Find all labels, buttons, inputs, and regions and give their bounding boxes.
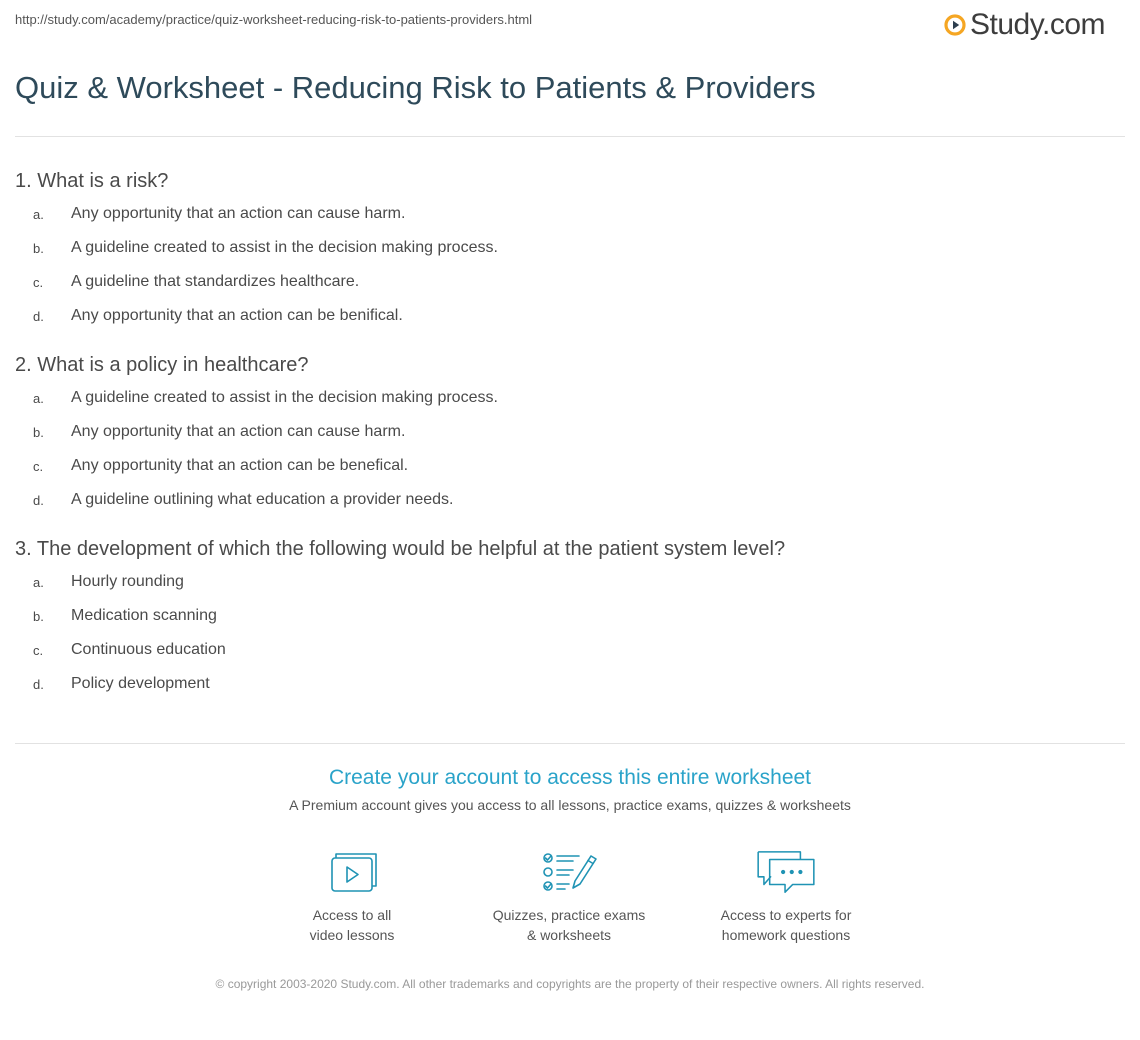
- question-text: 2. What is a policy in healthcare?: [15, 354, 309, 376]
- answer-letter: c.: [33, 274, 44, 290]
- video-lesson-icon: [324, 848, 380, 896]
- answer-option[interactable]: [15, 449, 1125, 483]
- answer-option[interactable]: [15, 381, 1125, 415]
- answer-option[interactable]: [15, 299, 1125, 333]
- answer-letter: d.: [33, 676, 44, 692]
- answer-text: Any opportunity that an action can be benefical.: [71, 457, 409, 474]
- answer-option[interactable]: [15, 633, 1125, 667]
- feature-quizzes: [469, 848, 669, 945]
- answer-letter: b.: [33, 608, 44, 624]
- question-text: 3. The development of which the following would be helpful at the patient system level?: [15, 538, 786, 560]
- question: [15, 352, 1125, 517]
- answer-text: A guideline that standardizes healthcare.: [71, 273, 360, 290]
- answer-option[interactable]: [15, 565, 1125, 599]
- answer-letter: b.: [33, 240, 44, 256]
- answer-text: A guideline created to assist in the decision making process.: [71, 239, 498, 256]
- answer-text: Continuous education: [71, 641, 226, 658]
- answer-option[interactable]: [15, 667, 1125, 701]
- answer-option[interactable]: [15, 483, 1125, 517]
- feature-line: video lessons: [309, 927, 395, 943]
- cta-subtitle: A Premium account gives you access to all lessons, practice exams, quizzes & worksheets: [289, 797, 851, 813]
- answer-option[interactable]: [15, 415, 1125, 449]
- answer-letter: a.: [33, 206, 44, 222]
- question-list: [15, 168, 1125, 720]
- answer-text: Any opportunity that an action can cause harm.: [71, 423, 406, 440]
- feature-line: Quizzes, practice exams: [492, 907, 646, 923]
- answer-text: Hourly rounding: [71, 573, 184, 590]
- answer-list: [15, 197, 1125, 333]
- create-account-link[interactable]: Create your account to access this entire worksheet: [328, 766, 812, 789]
- answer-letter: d.: [33, 492, 44, 508]
- logo-text: Study.com: [970, 8, 1105, 41]
- feature-line: homework questions: [721, 927, 851, 943]
- question: [15, 168, 1125, 333]
- feature-label: [686, 905, 886, 945]
- page-url: http://study.com/academy/practice/quiz-worksheet-reducing-risk-to-patients-providers.html: [15, 12, 533, 27]
- feature-line: & worksheets: [526, 927, 612, 943]
- feature-experts: [686, 848, 886, 945]
- answer-option[interactable]: [15, 599, 1125, 633]
- copyright-notice: © copyright 2003-2020 Study.com. All other trademarks and copyrights are the property of their respective owners. All rights reserved.: [215, 977, 925, 991]
- answer-text: A guideline outlining what education a provider needs.: [71, 491, 454, 508]
- play-logo-icon: [944, 14, 966, 36]
- answer-letter: c.: [33, 642, 44, 658]
- answer-text: Any opportunity that an action can be benifical.: [71, 307, 403, 324]
- question: [15, 536, 1125, 701]
- feature-line: Access to all: [312, 907, 392, 923]
- answer-letter: c.: [33, 458, 44, 474]
- answer-option[interactable]: [15, 265, 1125, 299]
- question-text: 1. What is a risk?: [15, 170, 169, 192]
- answer-list: [15, 565, 1125, 701]
- answer-list: [15, 381, 1125, 517]
- answer-option[interactable]: [15, 197, 1125, 231]
- divider: [15, 743, 1125, 744]
- answer-letter: b.: [33, 424, 44, 440]
- answer-letter: a.: [33, 574, 44, 590]
- answer-text: Medication scanning: [71, 607, 217, 624]
- feature-line: Access to experts for: [720, 907, 852, 923]
- answer-text: Any opportunity that an action can cause harm.: [71, 205, 406, 222]
- study-logo[interactable]: [944, 8, 1105, 42]
- feature-video-lessons: [252, 848, 452, 945]
- feature-label: [469, 905, 669, 945]
- feature-label: [252, 905, 452, 945]
- divider: [15, 136, 1125, 137]
- answer-option[interactable]: [15, 231, 1125, 265]
- page-title: Quiz & Worksheet - Reducing Risk to Patients & Providers: [15, 70, 816, 105]
- answer-letter: a.: [33, 390, 44, 406]
- answer-letter: d.: [33, 308, 44, 324]
- answer-text: A guideline created to assist in the decision making process.: [71, 389, 498, 406]
- chat-bubbles-icon: [753, 848, 819, 896]
- answer-text: Policy development: [71, 675, 210, 692]
- quiz-checklist-icon: [539, 848, 599, 896]
